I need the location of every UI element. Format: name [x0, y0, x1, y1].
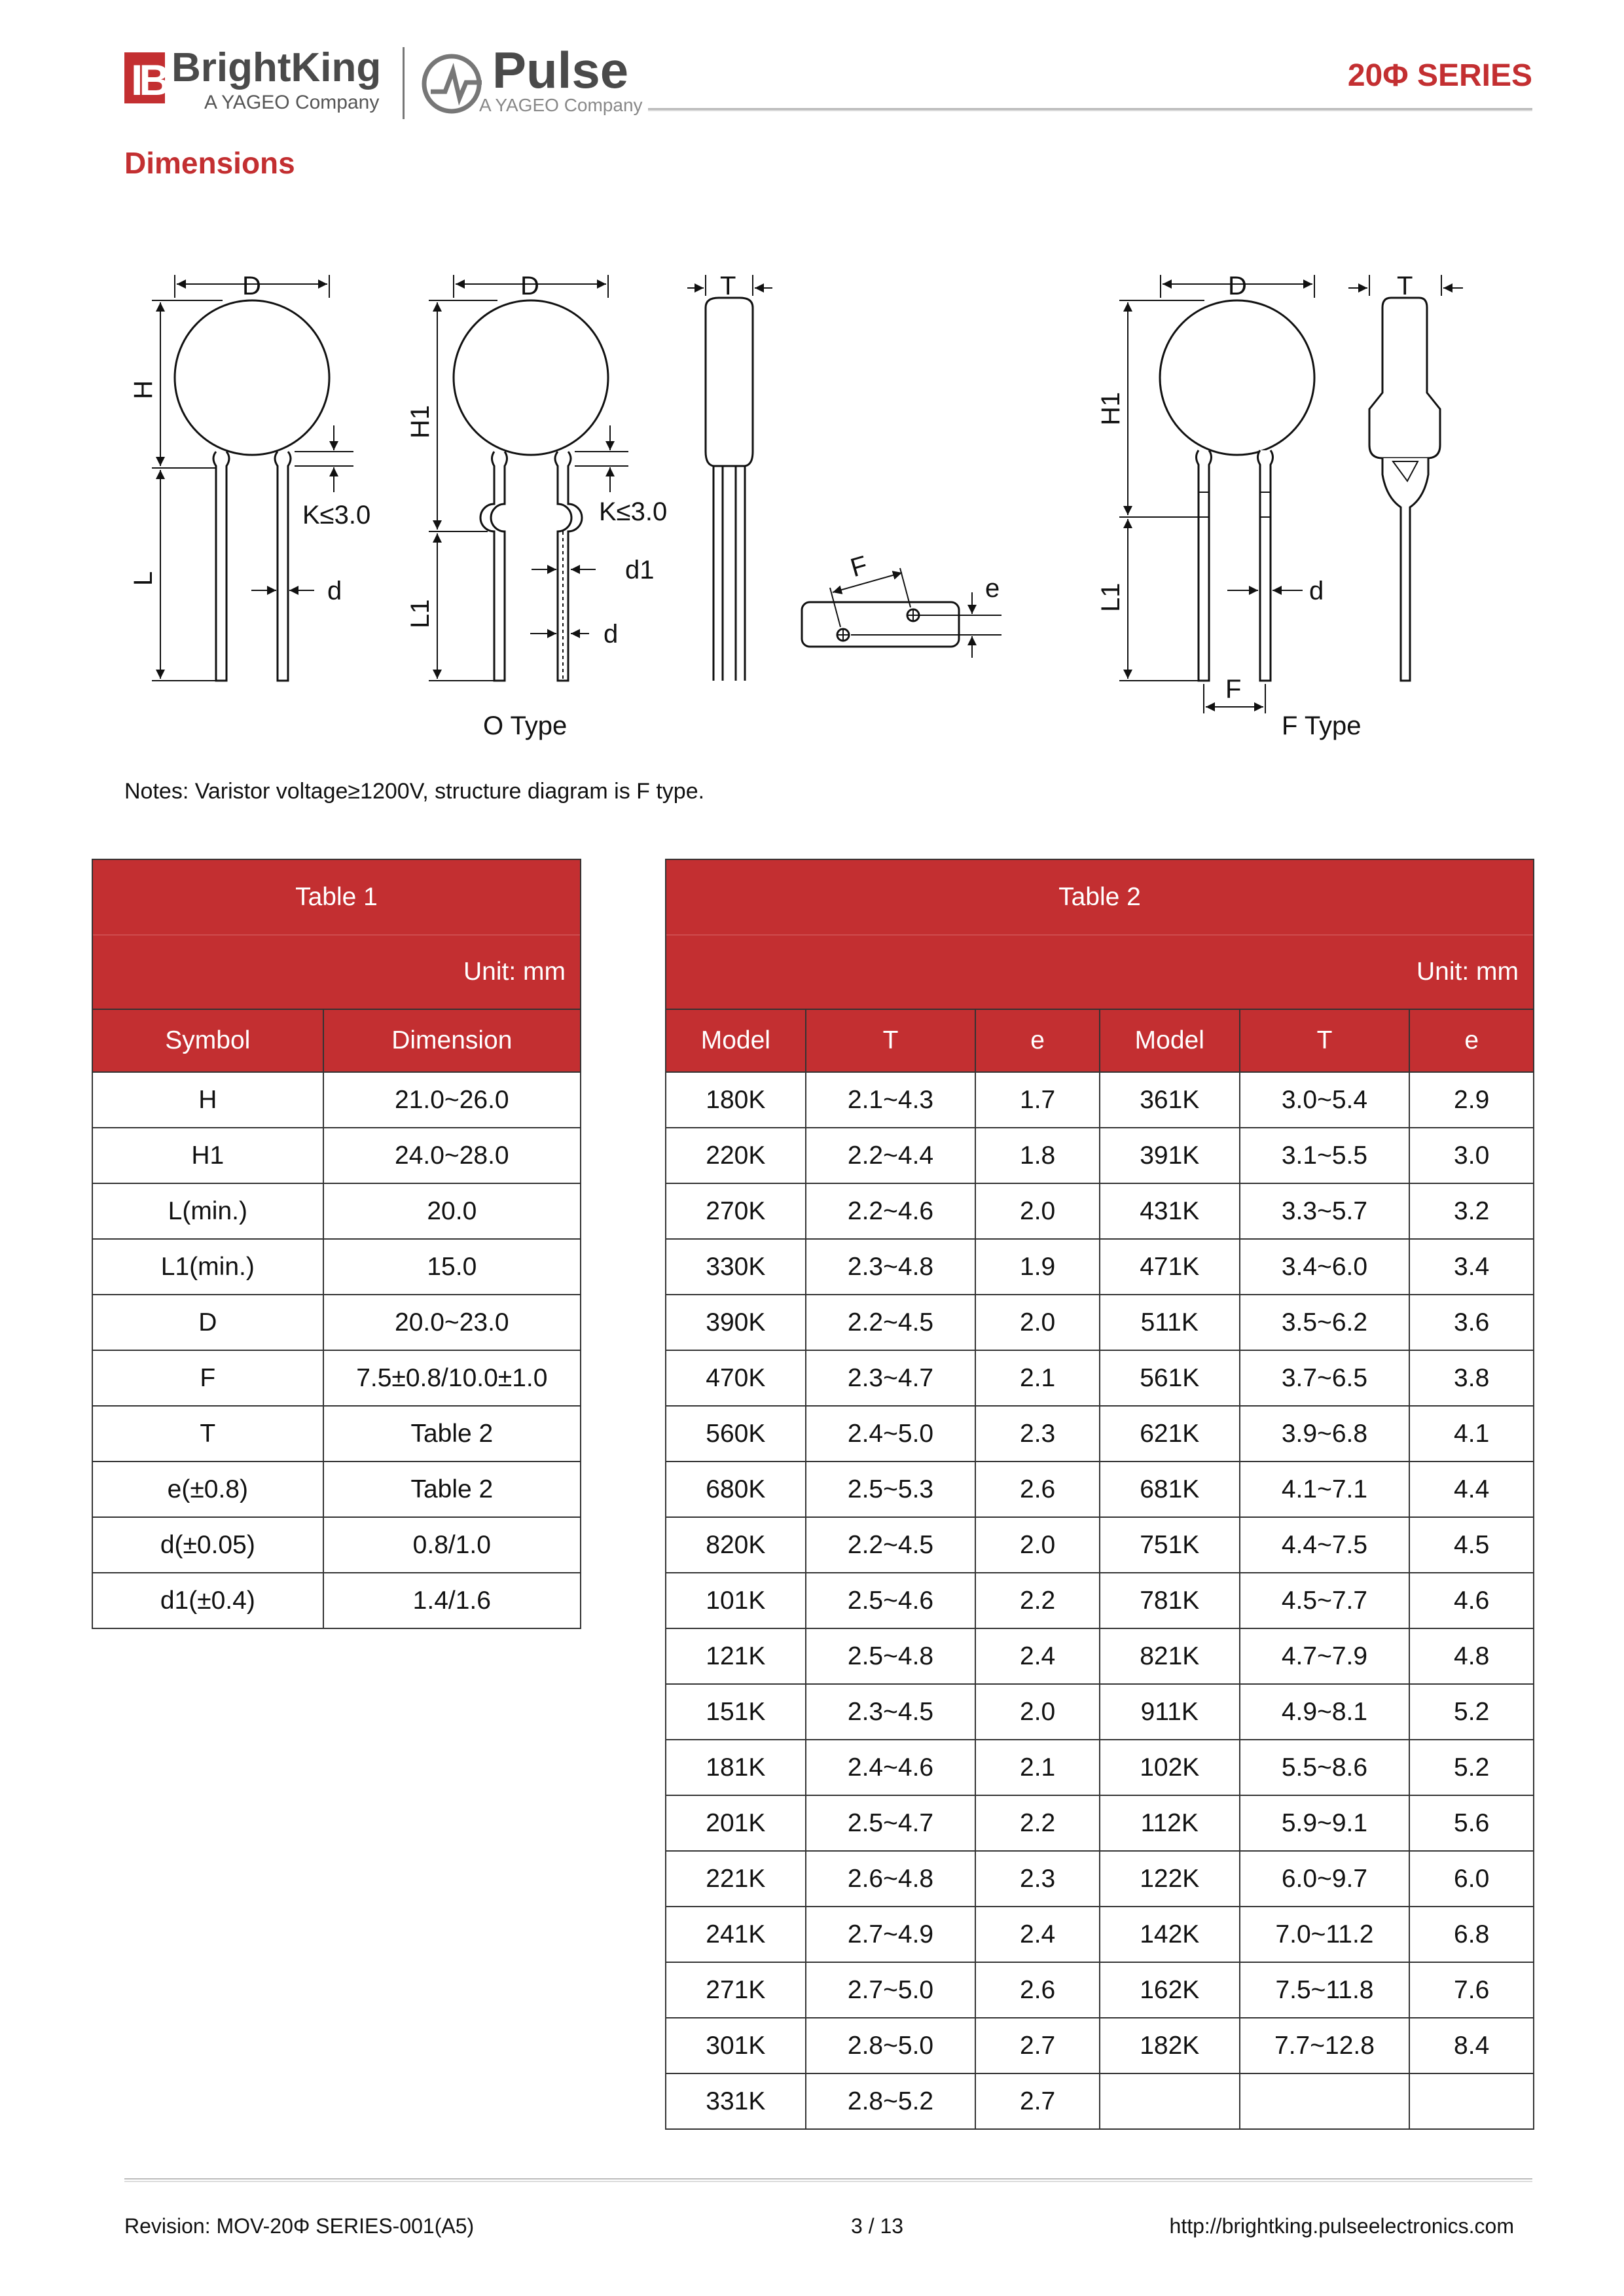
table-row [92, 1406, 581, 1462]
table-cell: 2.5~5.3 [806, 1462, 976, 1517]
table-cell: 121K [666, 1628, 806, 1684]
table-cell: 2.3 [975, 1406, 1100, 1462]
table-cell: 2.6~4.8 [806, 1851, 976, 1907]
table-cell: 751K [1100, 1517, 1240, 1573]
table-cell: 122K [1100, 1851, 1240, 1907]
table-cell: d(±0.05) [92, 1517, 323, 1573]
table-cell: 181K [666, 1740, 806, 1795]
figure-bottom-view [802, 550, 1001, 658]
brightking-logo-mark: IB [124, 52, 165, 103]
table-cell: 4.9~8.1 [1240, 1684, 1410, 1740]
table-row [666, 1183, 1534, 1239]
table-cell: 2.4~4.6 [806, 1740, 976, 1795]
table-1-unit: Unit: mm [92, 935, 581, 1010]
footer-page-number: 3 / 13 [851, 2214, 904, 2238]
table-row [666, 1851, 1534, 1907]
table-row [666, 1072, 1534, 1128]
section-title: Dimensions [124, 146, 295, 180]
table-cell: 2.4 [975, 1628, 1100, 1684]
table-cell: 1.9 [975, 1239, 1100, 1295]
table-row [666, 1573, 1534, 1628]
brightking-logo-subtitle: A YAGEO Company [204, 92, 380, 113]
table-1 [92, 859, 581, 1629]
dim-label-d-f: d [1309, 577, 1324, 605]
table-cell: 5.2 [1409, 1740, 1534, 1795]
table-cell: 390K [666, 1295, 806, 1350]
table-row [666, 1517, 1534, 1573]
table-row [666, 1740, 1534, 1795]
table-cell: 5.6 [1409, 1795, 1534, 1851]
table-cell: L(min.) [92, 1183, 323, 1239]
table-1-header: Symbol [92, 1009, 323, 1072]
table-cell: 2.8~5.2 [806, 2073, 976, 2129]
table-row [666, 1962, 1534, 2018]
table-cell: 2.1 [975, 1740, 1100, 1795]
logo-divider [403, 47, 405, 119]
table-row [666, 1907, 1534, 1962]
notes-text: Notes: Varistor voltage≥1200V, structure diagram is F type. [124, 779, 705, 804]
table-row [666, 1628, 1534, 1684]
table-cell: 2.0 [975, 1183, 1100, 1239]
dim-label-d1: d1 [625, 556, 655, 584]
table-cell: 241K [666, 1907, 806, 1962]
table-2 [665, 859, 1534, 2130]
table-cell: 2.2~4.5 [806, 1295, 976, 1350]
figure-side-view [687, 272, 772, 681]
table-cell: 6.0 [1409, 1851, 1534, 1907]
footer-revision: Revision: MOV-20Φ SERIES-001(A5) [124, 2214, 475, 2238]
table-cell: 102K [1100, 1740, 1240, 1795]
table-cell: 4.5~7.7 [1240, 1573, 1410, 1628]
table-cell: 5.2 [1409, 1684, 1534, 1740]
table-row [666, 1128, 1534, 1183]
table-cell: 270K [666, 1183, 806, 1239]
table-cell: 151K [666, 1684, 806, 1740]
table-row [666, 1406, 1534, 1462]
table-cell: 2.3~4.5 [806, 1684, 976, 1740]
table-cell: 911K [1100, 1684, 1240, 1740]
table-cell: 4.8 [1409, 1628, 1534, 1684]
f-type-caption: F Type [1282, 711, 1362, 740]
table-cell: 2.7~4.9 [806, 1907, 976, 1962]
table-2-header: T [1240, 1009, 1410, 1072]
table-cell: 301K [666, 2018, 806, 2073]
table-cell: 7.5~11.8 [1240, 1962, 1410, 2018]
table-cell: Table 2 [323, 1462, 581, 1517]
dim-label-F-bottom: F [847, 550, 871, 583]
table-cell: 112K [1100, 1795, 1240, 1851]
table-cell: 3.8 [1409, 1350, 1534, 1406]
table-cell: 2.5~4.6 [806, 1573, 976, 1628]
table-2-title: Table 2 [666, 859, 1534, 935]
dim-label-T-f: T [1397, 272, 1413, 300]
table-row [666, 2073, 1534, 2129]
table-cell: 8.4 [1409, 2018, 1534, 2073]
table-cell: 361K [1100, 1072, 1240, 1128]
table-cell: 3.6 [1409, 1295, 1534, 1350]
table-cell: 7.6 [1409, 1962, 1534, 2018]
table-row [92, 1128, 581, 1183]
table-cell: 5.9~9.1 [1240, 1795, 1410, 1851]
table-cell: 820K [666, 1517, 806, 1573]
table-cell: 24.0~28.0 [323, 1128, 581, 1183]
table-cell: 142K [1100, 1907, 1240, 1962]
table-cell: 6.0~9.7 [1240, 1851, 1410, 1907]
table-cell: 560K [666, 1406, 806, 1462]
table-cell: H1 [92, 1128, 323, 1183]
table-cell: 2.2 [975, 1573, 1100, 1628]
table-cell: 3.3~5.7 [1240, 1183, 1410, 1239]
table-cell [1100, 2073, 1240, 2129]
table-row [92, 1239, 581, 1295]
table-cell: T [92, 1406, 323, 1462]
table-cell: 391K [1100, 1128, 1240, 1183]
table-cell: 2.5~4.7 [806, 1795, 976, 1851]
table-row [92, 1517, 581, 1573]
table-row [666, 1462, 1534, 1517]
table-cell: 3.0~5.4 [1240, 1072, 1410, 1128]
table-cell: 2.0 [975, 1684, 1100, 1740]
table-1-title: Table 1 [92, 859, 581, 935]
table-cell: 2.2~4.6 [806, 1183, 976, 1239]
table-cell: 271K [666, 1962, 806, 2018]
dim-label-D: D [242, 272, 261, 300]
table-2-unit: Unit: mm [666, 935, 1534, 1010]
figure-o-type [406, 272, 667, 740]
dim-label-D-f: D [1228, 272, 1247, 300]
table-row [666, 1350, 1534, 1406]
table-cell: e(±0.8) [92, 1462, 323, 1517]
table-cell: 6.8 [1409, 1907, 1534, 1962]
series-title: 20Φ SERIES [1347, 58, 1532, 93]
header-rule [648, 108, 1532, 111]
table-cell: H [92, 1072, 323, 1128]
o-type-caption: O Type [483, 711, 568, 740]
table-row [666, 1239, 1534, 1295]
table-row [92, 1350, 581, 1406]
table-cell: 0.8/1.0 [323, 1517, 581, 1573]
table-row [92, 1183, 581, 1239]
table-2-header: e [975, 1009, 1100, 1072]
table-cell: D [92, 1295, 323, 1350]
dim-label-H1: H1 [406, 404, 435, 439]
table-cell: 7.7~12.8 [1240, 2018, 1410, 2073]
table-cell: 431K [1100, 1183, 1240, 1239]
pulse-logo-subtitle: A YAGEO Company [479, 95, 643, 115]
table-2-header: T [806, 1009, 976, 1072]
table-cell: 2.6 [975, 1962, 1100, 2018]
table-cell: 3.0 [1409, 1128, 1534, 1183]
table-cell: 2.0 [975, 1517, 1100, 1573]
table-cell: 2.6 [975, 1462, 1100, 1517]
figure-f-type-front [1096, 272, 1324, 713]
table-cell: 7.5±0.8/10.0±1.0 [323, 1350, 581, 1406]
table-cell: L1(min.) [92, 1239, 323, 1295]
table-row [666, 1295, 1534, 1350]
dim-label-L: L [129, 571, 158, 586]
table-cell: 3.5~6.2 [1240, 1295, 1410, 1350]
table-cell: 621K [1100, 1406, 1240, 1462]
table-cell: 1.4/1.6 [323, 1573, 581, 1628]
table-cell: 1.8 [975, 1128, 1100, 1183]
table-cell: 511K [1100, 1295, 1240, 1350]
table-cell: 2.3 [975, 1851, 1100, 1907]
table-cell: 331K [666, 2073, 806, 2129]
table-cell: 470K [666, 1350, 806, 1406]
table-row [92, 1295, 581, 1350]
dim-label-H: H [129, 380, 158, 399]
table-cell: 561K [1100, 1350, 1240, 1406]
dim-label-L1-f: L1 [1096, 583, 1125, 612]
table-cell: Table 2 [323, 1406, 581, 1462]
table-cell: 2.2 [975, 1795, 1100, 1851]
dim-label-D-o: D [520, 272, 539, 300]
table-2-header: Model [1100, 1009, 1240, 1072]
table-cell: 2.9 [1409, 1072, 1534, 1128]
table-cell: 20.0 [323, 1183, 581, 1239]
table-cell: 781K [1100, 1573, 1240, 1628]
dim-label-d-o: d [604, 620, 619, 649]
table-cell: 2.5~4.8 [806, 1628, 976, 1684]
table-cell: 2.0 [975, 1295, 1100, 1350]
table-cell: 4.4 [1409, 1462, 1534, 1517]
table-cell: 20.0~23.0 [323, 1295, 581, 1350]
table-cell: 2.7 [975, 2018, 1100, 2073]
table-cell: 4.6 [1409, 1573, 1534, 1628]
table-cell: 182K [1100, 2018, 1240, 2073]
table-cell: 4.7~7.9 [1240, 1628, 1410, 1684]
table-cell: 4.5 [1409, 1517, 1534, 1573]
table-2-header: Model [666, 1009, 806, 1072]
table-cell: 3.9~6.8 [1240, 1406, 1410, 1462]
dim-label-K: K≤3.0 [302, 501, 371, 529]
table-row [92, 1462, 581, 1517]
table-cell: 680K [666, 1462, 806, 1517]
table-cell: 681K [1100, 1462, 1240, 1517]
table-cell: 3.4~6.0 [1240, 1239, 1410, 1295]
table-cell: 7.0~11.2 [1240, 1907, 1410, 1962]
footer-url: http://brightking.pulseelectronics.com [1169, 2214, 1514, 2238]
figure-standard [129, 272, 370, 681]
table-cell: F [92, 1350, 323, 1406]
table-cell: 2.7~5.0 [806, 1962, 976, 2018]
table-cell: 2.2~4.4 [806, 1128, 976, 1183]
table-cell: 221K [666, 1851, 806, 1907]
table-cell: 3.2 [1409, 1183, 1534, 1239]
table-cell: 4.4~7.5 [1240, 1517, 1410, 1573]
table-cell: 162K [1100, 1962, 1240, 2018]
table-cell: 4.1~7.1 [1240, 1462, 1410, 1517]
table-cell: 3.4 [1409, 1239, 1534, 1295]
table-cell: 2.1 [975, 1350, 1100, 1406]
table-row [666, 1684, 1534, 1740]
table-cell: 220K [666, 1128, 806, 1183]
table-cell: 2.7 [975, 2073, 1100, 2129]
dim-label-F-f: F [1225, 675, 1242, 704]
dim-label-K-o: K≤3.0 [599, 497, 668, 526]
dim-label-d: d [327, 577, 342, 605]
table-cell: 201K [666, 1795, 806, 1851]
dim-label-T: T [720, 272, 736, 300]
table-cell: 21.0~26.0 [323, 1072, 581, 1128]
table-cell: 180K [666, 1072, 806, 1128]
table-cell: 2.3~4.7 [806, 1350, 976, 1406]
table-cell: 330K [666, 1239, 806, 1295]
dim-label-H1-f: H1 [1096, 391, 1125, 425]
table-1-header: Dimension [323, 1009, 581, 1072]
figure-f-type-side [1282, 272, 1463, 740]
footer-rule [124, 2178, 1532, 2182]
table-row [92, 1573, 581, 1628]
table-cell: 15.0 [323, 1239, 581, 1295]
brightking-logo-text: BrightKing [171, 45, 382, 90]
table-2-header: e [1409, 1009, 1534, 1072]
dim-label-e: e [985, 574, 1000, 603]
dimension-diagram [0, 249, 1624, 759]
table-cell: 2.4~5.0 [806, 1406, 976, 1462]
table-row [666, 2018, 1534, 2073]
table-cell: d1(±0.4) [92, 1573, 323, 1628]
table-cell: 2.3~4.8 [806, 1239, 976, 1295]
table-cell: 2.1~4.3 [806, 1072, 976, 1128]
table-cell [1409, 2073, 1534, 2129]
table-cell: 471K [1100, 1239, 1240, 1295]
table-cell: 4.1 [1409, 1406, 1534, 1462]
table-cell: 2.8~5.0 [806, 2018, 976, 2073]
table-row [666, 1795, 1534, 1851]
pulse-logo-text: Pulse [492, 41, 629, 99]
dim-label-L1: L1 [406, 599, 435, 628]
table-cell: 3.7~6.5 [1240, 1350, 1410, 1406]
table-cell: 821K [1100, 1628, 1240, 1684]
table-row [92, 1072, 581, 1128]
table-cell [1240, 2073, 1410, 2129]
table-cell: 2.2~4.5 [806, 1517, 976, 1573]
table-cell: 3.1~5.5 [1240, 1128, 1410, 1183]
table-cell: 101K [666, 1573, 806, 1628]
table-cell: 1.7 [975, 1072, 1100, 1128]
table-cell: 5.5~8.6 [1240, 1740, 1410, 1795]
table-cell: 2.4 [975, 1907, 1100, 1962]
